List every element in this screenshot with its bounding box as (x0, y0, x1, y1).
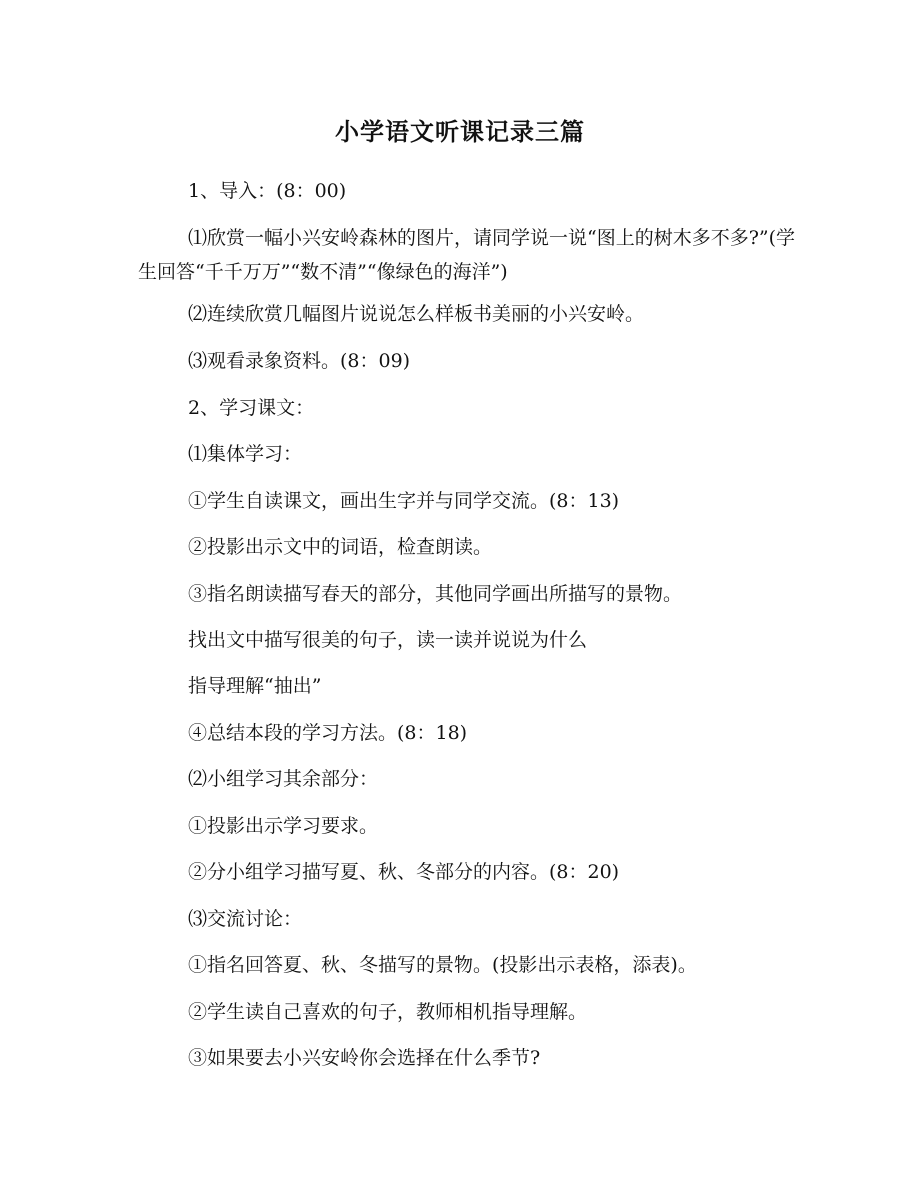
paragraph-small-group-2: ②分小组学习描写夏、秋、冬部分的内容。(8：20) (188, 861, 620, 883)
paragraph-small-group-1: ①投影出示学习要求。 (188, 815, 379, 837)
paragraph-small-group-heading: ⑵小组学习其余部分： (188, 768, 379, 790)
paragraph-intro-2: ⑵连续欣赏几幅图片说说怎么样板书美丽的小兴安岭。 (188, 303, 645, 325)
document-title: 小学语文听课记录三篇 (335, 118, 585, 146)
paragraph-intro-3: ⑶观看录象资料。(8：09) (188, 350, 411, 372)
paragraph-intro-1: ⑴欣赏一幅小兴安岭森林的图片，请同学说一说“图上的树木多不多?”(学生回答“千千万万”“数不清”“像绿色的海洋”) (138, 227, 796, 283)
paragraph-group-study-4: ④总结本段的学习方法。(8：18) (188, 722, 468, 744)
paragraph-group-study-heading: ⑴集体学习： (188, 443, 303, 465)
paragraph-group-study-2: ②投影出示文中的词语，检查朗读。 (188, 536, 493, 558)
paragraph-discussion-heading: ⑶交流讨论： (188, 908, 303, 930)
paragraph-group-study-3: ③指名朗读描写春天的部分，其他同学画出所描写的景物。 (188, 583, 683, 605)
paragraph-group-study-1: ①学生自读课文，画出生字并与同学交流。(8：13) (188, 490, 620, 512)
paragraph-guide-understanding: 指导理解“抽出” (188, 675, 322, 697)
paragraph-intro-heading: 1、导入：(8：00) (188, 180, 347, 202)
paragraph-discussion-1: ①指名回答夏、秋、冬描写的景物。(投影出示表格，添表)。 (188, 954, 697, 976)
paragraph-discussion-2: ②学生读自己喜欢的句子，教师相机指导理解。 (188, 1001, 588, 1023)
paragraph-study-heading: 2、学习课文： (188, 397, 315, 419)
paragraph-discussion-3: ③如果要去小兴安岭你会选择在什么季节? (188, 1047, 541, 1069)
paragraph-find-sentences: 找出文中描写很美的句子，读一读并说说为什么 (188, 629, 588, 651)
